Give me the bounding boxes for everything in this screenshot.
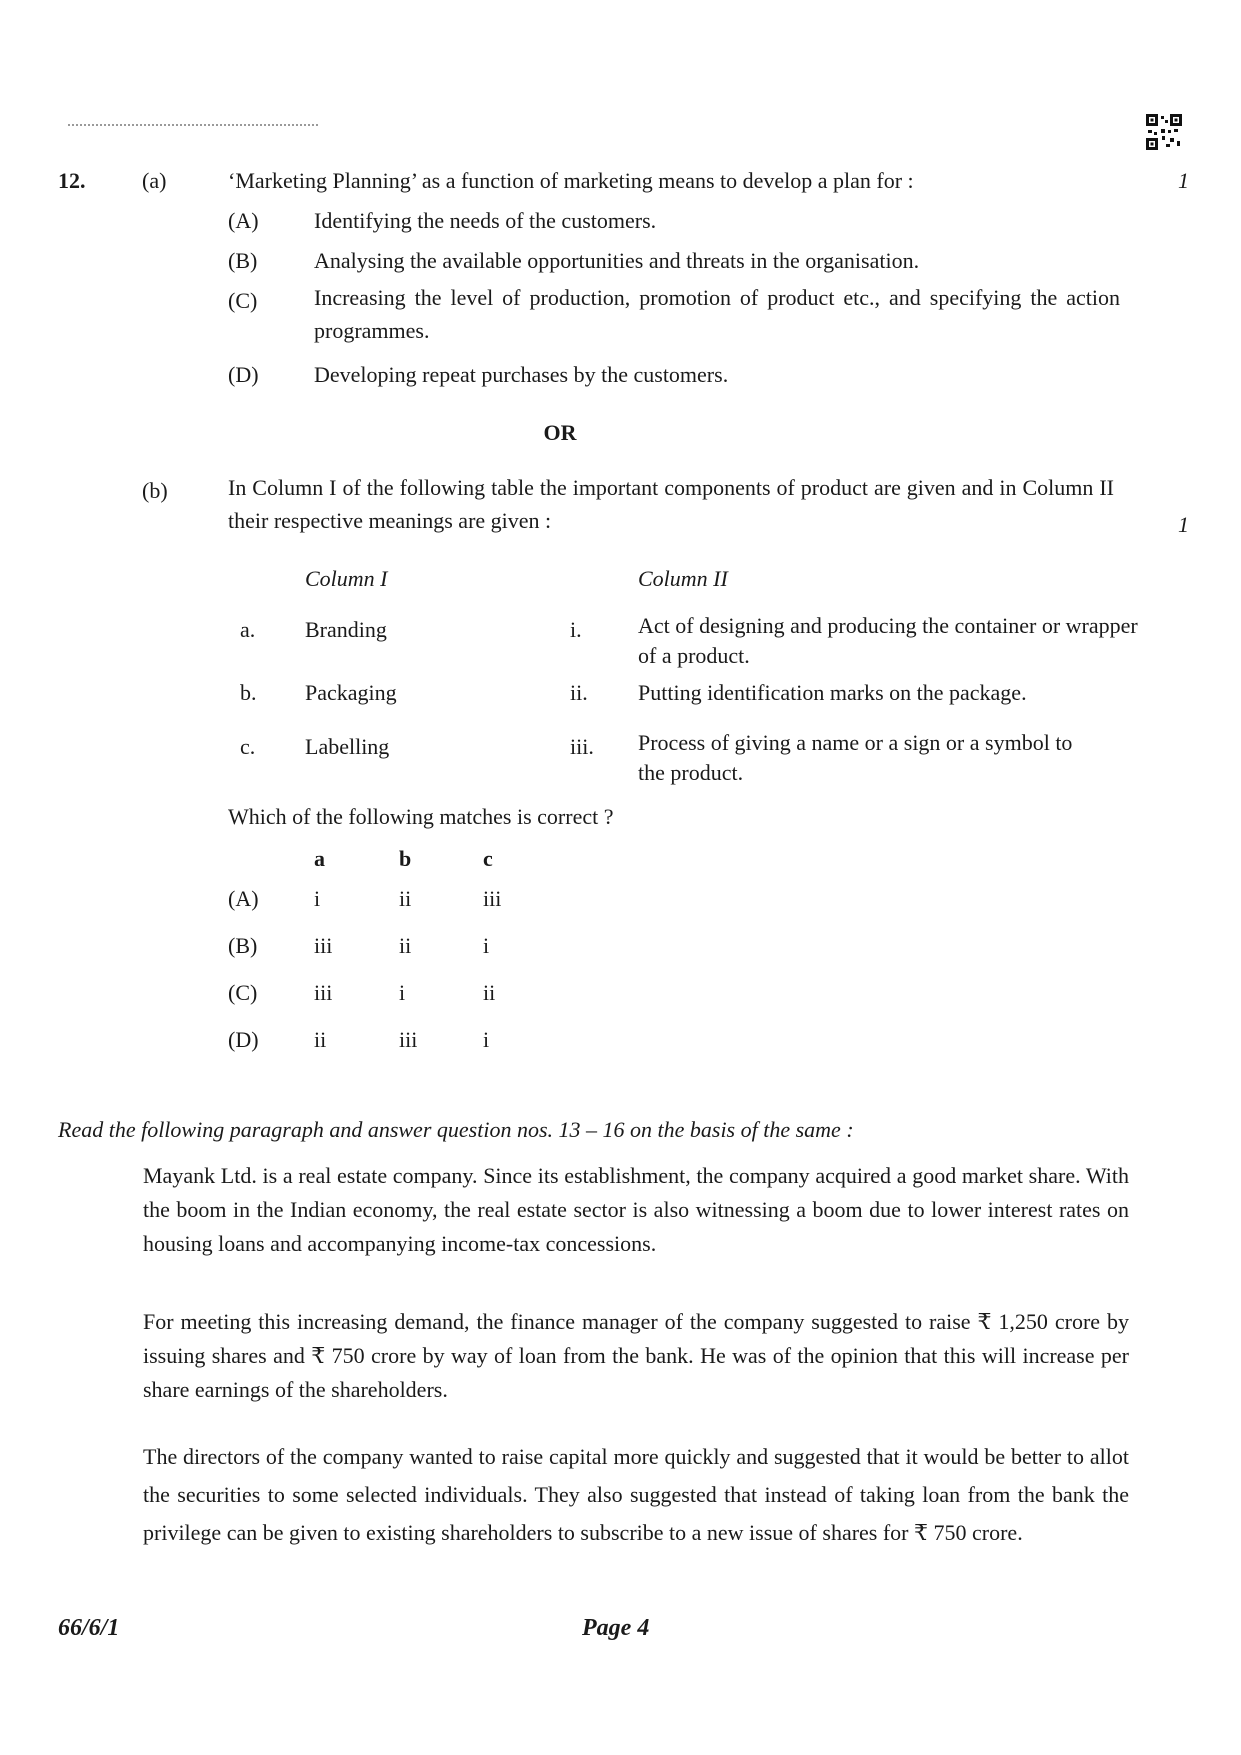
match-header-a: a bbox=[314, 846, 325, 871]
passage-intro: Read the following paragraph and answer question nos. 13 – 16 on the basis of the same : bbox=[58, 1117, 854, 1142]
passage-paragraph: The directors of the company wanted to raise capital more quickly and suggested that it would be better to allot the securities to some selected individuals. They also suggested that instead of taking loan from the bank the privilege can be given to existing shareholders to subscribe to a new issue of shares for ₹ 750 crore. bbox=[143, 1444, 1129, 1545]
row-letter: b. bbox=[240, 680, 257, 705]
match-cell: i bbox=[314, 886, 321, 911]
part-a-stem: ‘Marketing Planning’ as a function of marketing means to develop a plan for : bbox=[228, 168, 914, 193]
match-cell: i bbox=[483, 933, 490, 958]
row-letter: c. bbox=[240, 734, 256, 759]
column-2-cell: Process of giving a name or a sign or a symbol to the product. bbox=[638, 730, 1073, 785]
match-cell: iii bbox=[483, 886, 502, 911]
option-label: (A) bbox=[228, 208, 259, 233]
match-cell: ii bbox=[399, 886, 412, 911]
question-number: 12. bbox=[58, 168, 86, 193]
part-b-stem: In Column I of the following table the important components of product are given and in Column II their respective meanings are given : bbox=[228, 475, 1114, 533]
part-b-marks: 1 bbox=[1178, 512, 1189, 537]
match-option-label: (D) bbox=[228, 1027, 259, 1052]
match-cell: ii bbox=[483, 980, 496, 1005]
column-2-header: Column II bbox=[638, 566, 728, 591]
row-letter: a. bbox=[240, 617, 256, 642]
header-rule bbox=[68, 124, 318, 126]
part-a-label: (a) bbox=[142, 168, 167, 193]
part-b-label: (b) bbox=[142, 478, 168, 503]
match-cell: ii bbox=[399, 933, 412, 958]
match-option-label: (B) bbox=[228, 933, 258, 958]
qr-code-icon bbox=[1146, 114, 1182, 150]
column-1-cell: Packaging bbox=[305, 680, 397, 705]
option-label: (D) bbox=[228, 362, 259, 387]
column-2-cell: Act of designing and producing the container or wrapper of a product. bbox=[638, 613, 1138, 668]
match-cell: iii bbox=[314, 980, 333, 1005]
match-header-b: b bbox=[399, 846, 412, 871]
match-cell: iii bbox=[399, 1027, 418, 1052]
match-cell: ii bbox=[314, 1027, 327, 1052]
match-option-label: (A) bbox=[228, 886, 259, 911]
passage-paragraph: For meeting this increasing demand, the finance manager of the company suggested to raise ₹ 1,250 crore by issuing shares and ₹ 750 crore by way of loan from the bank. He was of the opinion that this will increase per share earnings of the shareholders. bbox=[143, 1309, 1129, 1402]
match-option-label: (C) bbox=[228, 980, 258, 1005]
column-1-cell: Labelling bbox=[305, 734, 390, 759]
passage-paragraph: Mayank Ltd. is a real estate company. Since its establishment, the company acquired a good market share. With the boom in the Indian economy, the real estate sector is also witnessing a boom due to lower interest rates on housing loans and accompanying income-tax concessions. bbox=[143, 1163, 1129, 1256]
column-2-cell: Putting identification marks on the package. bbox=[638, 680, 1027, 705]
match-question: Which of the following matches is correct ? bbox=[228, 804, 614, 829]
option-text: Increasing the level of production, promotion of product etc., and specifying the action programmes. bbox=[314, 285, 1120, 343]
column-1-cell: Branding bbox=[305, 617, 387, 642]
row-numeral: ii. bbox=[570, 680, 588, 705]
match-cell: i bbox=[399, 980, 406, 1005]
paper-code: 66/6/1 bbox=[58, 1615, 120, 1641]
option-text: Developing repeat purchases by the customers. bbox=[314, 362, 729, 387]
match-cell: iii bbox=[314, 933, 333, 958]
part-a-marks: 1 bbox=[1178, 168, 1189, 193]
row-numeral: i. bbox=[570, 617, 582, 642]
page-number: Page 4 bbox=[582, 1615, 650, 1641]
match-cell: i bbox=[483, 1027, 490, 1052]
option-text: Analysing the available opportunities and threats in the organisation. bbox=[314, 248, 920, 273]
option-label: (C) bbox=[228, 288, 258, 313]
option-text: Identifying the needs of the customers. bbox=[314, 208, 657, 233]
column-1-header: Column I bbox=[305, 566, 388, 591]
option-label: (B) bbox=[228, 248, 258, 273]
or-separator: OR bbox=[543, 420, 577, 445]
match-header-c: c bbox=[483, 846, 493, 871]
row-numeral: iii. bbox=[570, 734, 594, 759]
